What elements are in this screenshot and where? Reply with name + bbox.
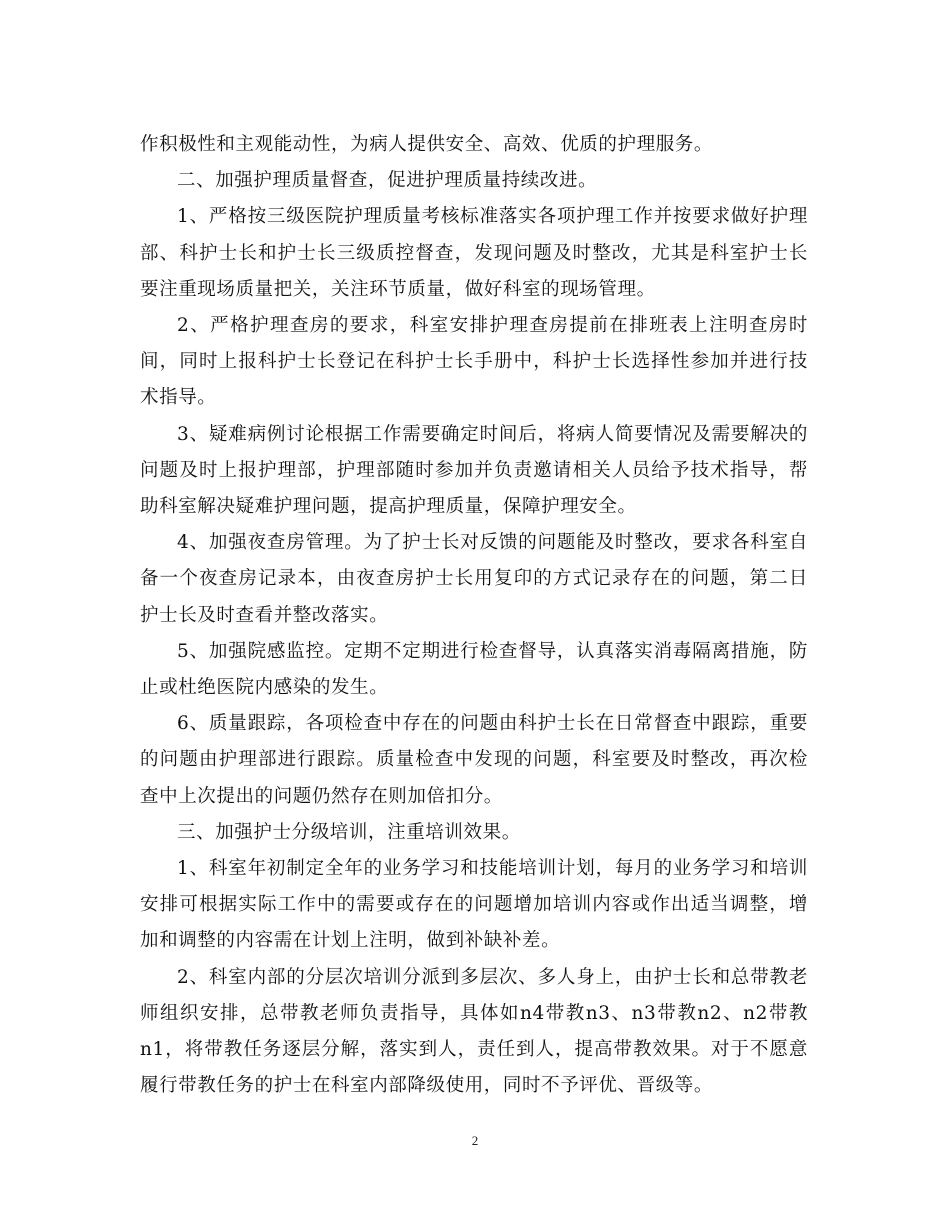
paragraph-item-2-1: 1、严格按三级医院护理质量考核标准落实各项护理工作并按要求做好护理部、科护士长和护士长三级质控督查，发现问题及时整改，尤其是科室护士长要注重现场质量把关，关注环节质量，做好科室的现场管理。	[140, 206, 808, 300]
paragraph-item-2-3: 3、疑难病例讨论根据工作需要确定时间后，将病人简要情况及需要解决的问题及时上报护理部，护理部随时参加并负责邀请相关人员给予技术指导，帮助科室解决疑难护理问题，提高护理质量，保障护理安全。	[140, 423, 808, 518]
paragraph-1: 作积极性和主观能动性，为病人提供安全、高效、优质的护理服务。	[140, 134, 714, 155]
section-heading-3: 三、加强护士分级培训，注重培训效果。	[177, 821, 521, 843]
section-heading-2: 二、加强护理质量督查，促进护理质量持续改进。	[177, 170, 598, 192]
paragraph-item-3-1: 1、科室年初制定全年的业务学习和技能培训计划，每月的业务学习和培训安排可根据实际工作中的需要或存在的问题增加培训内容或作出适当调整，增加和调整的内容需在计划上注明，做到补缺补差。	[140, 858, 808, 952]
paragraph-item-3-2: 2、科室内部的分层次培训分派到多层次、多人身上，由护士长和总带教老师组织安排，总带教老师负责指导，具体如n4带教n3、n3带教n2、n2带教n1，将带教任务逐层分解，落实到人，责任到人，提高带教效果。对于不愿意履行带教任务的护士在科室内部降级使用，同时不予评优、晋级等。	[140, 966, 808, 1097]
paragraph-item-2-5: 5、加强院感监控。定期不定期进行检查督导，认真落实消毒隔离措施，防止或杜绝医院内感染的发生。	[140, 640, 808, 699]
paragraph-item-2-4: 4、加强夜查房管理。为了护士长对反馈的问题能及时整改，要求各科室自备一个夜查房记录本，由夜查房护士长用复印的方式记录存在的问题，第二日护士长及时查看并整改落实。	[140, 532, 808, 626]
paragraph-item-2-6: 6、质量跟踪，各项检查中存在的问题由科护士长在日常督查中跟踪，重要的问题由护理部进行跟踪。质量检查中发现的问题，科室要及时整改，再次检查中上次提出的问题仍然存在则加倍扣分。	[140, 713, 808, 807]
paragraph-item-2-2: 2、严格护理查房的要求，科室安排护理查房提前在排班表上注明查房时间，同时上报科护士长登记在科护士长手册中，科护士长选择性参加并进行技术指导。	[140, 315, 808, 409]
page-number: 2	[471, 1133, 479, 1148]
document-body	[140, 127, 808, 1104]
